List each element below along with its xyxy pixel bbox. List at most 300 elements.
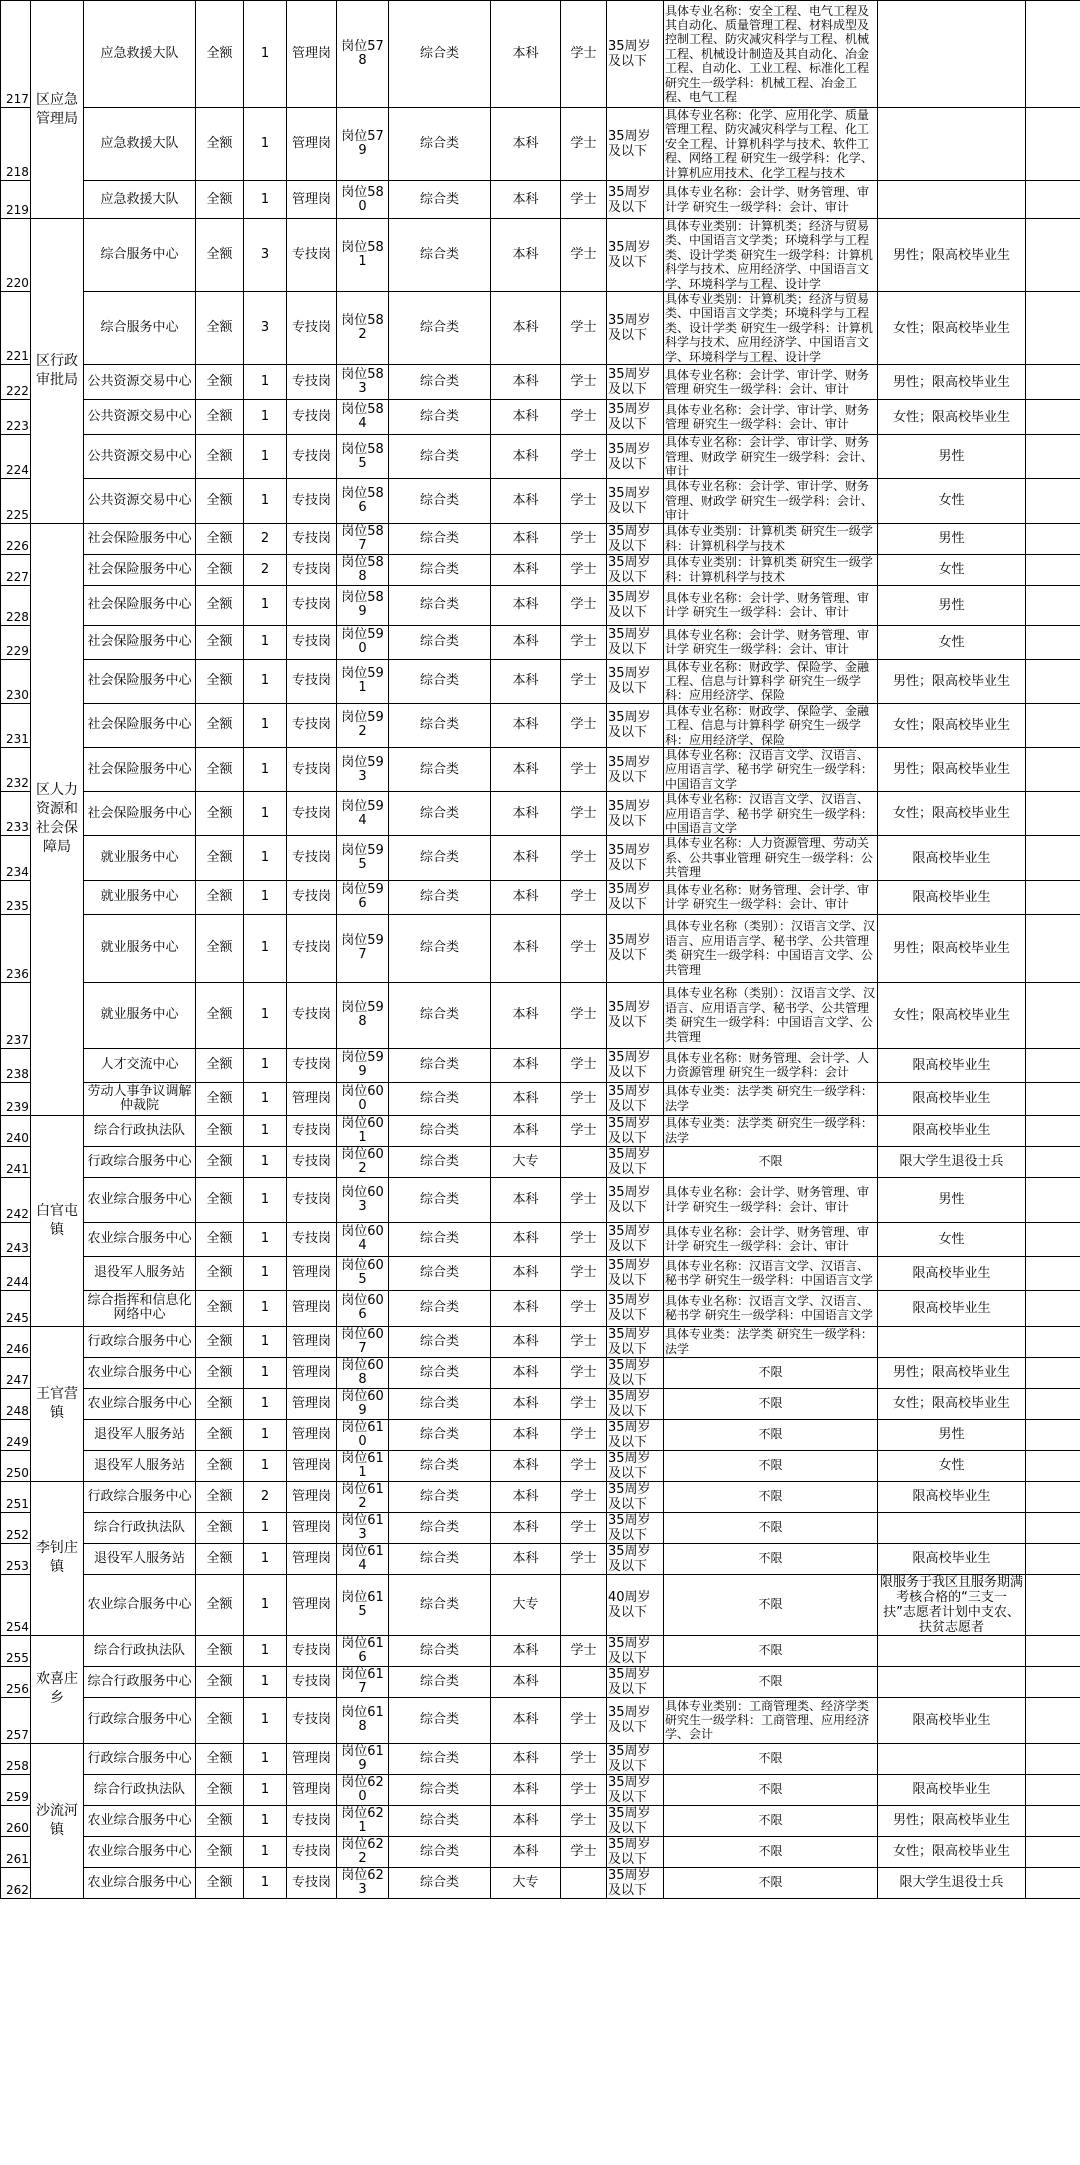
remarks-cell <box>1026 1048 1080 1082</box>
headcount: 1 <box>244 479 287 523</box>
exam-category: 综合类 <box>389 1082 491 1115</box>
funding-type: 全额 <box>196 1146 244 1177</box>
unit-name: 就业服务中心 <box>84 914 196 982</box>
row-index: 248 <box>1 1388 31 1419</box>
degree: 学士 <box>561 400 607 435</box>
table-row <box>1 982 1080 1048</box>
post-type: 管理岗 <box>287 1543 337 1574</box>
row-index: 257 <box>1 1697 31 1743</box>
exam-category: 综合类 <box>389 479 491 523</box>
table-row <box>1 1290 1080 1326</box>
row-index: 244 <box>1 1256 31 1290</box>
department-cell: 王官营镇 <box>31 1326 84 1481</box>
post-type: 专技岗 <box>287 1146 337 1177</box>
other-conditions: 男性；限高校毕业生 <box>878 914 1026 982</box>
age-limit: 35周岁及以下 <box>607 1836 664 1867</box>
post-type: 专技岗 <box>287 435 337 479</box>
unit-name: 应急救援大队 <box>84 181 196 219</box>
remarks-cell <box>1026 982 1080 1048</box>
age-limit: 35周岁及以下 <box>607 400 664 435</box>
other-conditions: 限高校毕业生 <box>878 1774 1026 1805</box>
table-row <box>1 1115 1080 1146</box>
exam-category: 综合类 <box>389 982 491 1048</box>
post-type: 管理岗 <box>287 1 337 108</box>
other-conditions: 限高校毕业生 <box>878 1048 1026 1082</box>
major-requirement: 不限 <box>664 1146 878 1177</box>
major-requirement: 不限 <box>664 1419 878 1450</box>
funding-type: 全额 <box>196 1115 244 1146</box>
row-index: 225 <box>1 479 31 523</box>
row-index: 233 <box>1 792 31 836</box>
headcount: 2 <box>244 523 287 554</box>
education: 本科 <box>491 181 561 219</box>
post-code: 岗位579 <box>337 108 389 181</box>
headcount: 1 <box>244 1357 287 1388</box>
post-type: 管理岗 <box>287 1481 337 1512</box>
row-index: 260 <box>1 1805 31 1836</box>
row-index: 217 <box>1 1 31 108</box>
major-requirement: 不限 <box>664 1388 878 1419</box>
remarks-cell <box>1026 585 1080 625</box>
headcount: 1 <box>244 1388 287 1419</box>
degree: 学士 <box>561 982 607 1048</box>
post-type: 专技岗 <box>287 1867 337 1898</box>
row-index: 241 <box>1 1146 31 1177</box>
education: 本科 <box>491 1836 561 1867</box>
unit-name: 农业综合服务中心 <box>84 1867 196 1898</box>
funding-type: 全额 <box>196 1867 244 1898</box>
table-row <box>1 585 1080 625</box>
age-limit: 35周岁及以下 <box>607 880 664 914</box>
age-limit: 35周岁及以下 <box>607 1666 664 1697</box>
row-index: 223 <box>1 400 31 435</box>
post-code: 岗位601 <box>337 1115 389 1146</box>
row-index: 254 <box>1 1574 31 1635</box>
headcount: 1 <box>244 1256 287 1290</box>
degree: 学士 <box>561 1 607 108</box>
exam-category: 综合类 <box>389 400 491 435</box>
unit-name: 就业服务中心 <box>84 982 196 1048</box>
row-index: 227 <box>1 554 31 585</box>
unit-name: 行政综合服务中心 <box>84 1697 196 1743</box>
funding-type: 全额 <box>196 1743 244 1774</box>
headcount: 2 <box>244 1481 287 1512</box>
exam-category: 综合类 <box>389 1697 491 1743</box>
unit-name: 社会保险服务中心 <box>84 554 196 585</box>
major-requirement: 具体专业类别：计算机类；经济与贸易类、中国语言文学类；环境科学与工程类、设计学类 研究生一级学科：计算机科学与技术、应用经济学、中国语言文学、环境科学与工程、设计学 <box>664 219 878 292</box>
exam-category: 综合类 <box>389 1543 491 1574</box>
degree: 学士 <box>561 1774 607 1805</box>
exam-category: 综合类 <box>389 1574 491 1635</box>
major-requirement: 具体专业名称：财务管理、会计学、人力资源管理 研究生一级学科：会计 <box>664 1048 878 1082</box>
education: 本科 <box>491 659 561 703</box>
funding-type: 全额 <box>196 1290 244 1326</box>
age-limit: 35周岁及以下 <box>607 1774 664 1805</box>
exam-category: 综合类 <box>389 1146 491 1177</box>
other-conditions: 女性 <box>878 1222 1026 1256</box>
row-index: 221 <box>1 292 31 365</box>
post-code: 岗位619 <box>337 1743 389 1774</box>
major-requirement: 不限 <box>664 1450 878 1481</box>
exam-category: 综合类 <box>389 1512 491 1543</box>
table-row <box>1 1177 1080 1222</box>
unit-name: 农业综合服务中心 <box>84 1836 196 1867</box>
headcount: 1 <box>244 836 287 880</box>
unit-name: 社会保险服务中心 <box>84 659 196 703</box>
table-row <box>1 108 1080 181</box>
exam-category: 综合类 <box>389 1450 491 1481</box>
headcount: 1 <box>244 1836 287 1867</box>
headcount: 1 <box>244 108 287 181</box>
other-conditions: 限大学生退役士兵 <box>878 1867 1026 1898</box>
unit-name: 农业综合服务中心 <box>84 1357 196 1388</box>
funding-type: 全额 <box>196 1697 244 1743</box>
post-code: 岗位583 <box>337 365 389 400</box>
education: 本科 <box>491 1326 561 1357</box>
headcount: 1 <box>244 1574 287 1635</box>
exam-category: 综合类 <box>389 585 491 625</box>
post-code: 岗位587 <box>337 523 389 554</box>
funding-type: 全额 <box>196 880 244 914</box>
funding-type: 全额 <box>196 659 244 703</box>
exam-category: 综合类 <box>389 1177 491 1222</box>
funding-type: 全额 <box>196 365 244 400</box>
other-conditions: 男性 <box>878 435 1026 479</box>
degree: 学士 <box>561 625 607 659</box>
post-code: 岗位605 <box>337 1256 389 1290</box>
major-requirement: 具体专业类：法学类 研究生一级学科：法学 <box>664 1115 878 1146</box>
other-conditions: 男性；限高校毕业生 <box>878 365 1026 400</box>
remarks-cell <box>1026 1666 1080 1697</box>
other-conditions: 女性；限高校毕业生 <box>878 982 1026 1048</box>
age-limit: 35周岁及以下 <box>607 747 664 791</box>
major-requirement: 具体专业名称：汉语言文学、汉语言、秘书学 研究生一级学科：中国语言文学 <box>664 1290 878 1326</box>
funding-type: 全额 <box>196 523 244 554</box>
funding-type: 全额 <box>196 1805 244 1836</box>
unit-name: 综合指挥和信息化网络中心 <box>84 1290 196 1326</box>
degree: 学士 <box>561 1326 607 1357</box>
post-code: 岗位610 <box>337 1419 389 1450</box>
exam-category: 综合类 <box>389 1115 491 1146</box>
headcount: 1 <box>244 1082 287 1115</box>
degree: 学士 <box>561 365 607 400</box>
post-code: 岗位592 <box>337 703 389 747</box>
post-code: 岗位621 <box>337 1805 389 1836</box>
other-conditions: 限高校毕业生 <box>878 1697 1026 1743</box>
major-requirement: 具体专业名称：人力资源管理、劳动关系、公共事业管理 研究生一级学科：公共管理 <box>664 836 878 880</box>
table-row <box>1 1543 1080 1574</box>
exam-category: 综合类 <box>389 435 491 479</box>
post-type: 专技岗 <box>287 703 337 747</box>
major-requirement: 具体专业名称：汉语言文学、汉语言、应用语言学、秘书学 研究生一级学科：中国语言文学 <box>664 792 878 836</box>
funding-type: 全额 <box>196 747 244 791</box>
row-index: 255 <box>1 1635 31 1666</box>
education: 本科 <box>491 523 561 554</box>
post-type: 管理岗 <box>287 1419 337 1450</box>
age-limit: 35周岁及以下 <box>607 219 664 292</box>
row-index: 261 <box>1 1836 31 1867</box>
funding-type: 全额 <box>196 400 244 435</box>
row-index: 228 <box>1 585 31 625</box>
remarks-cell <box>1026 1082 1080 1115</box>
age-limit: 35周岁及以下 <box>607 1419 664 1450</box>
unit-name: 行政综合服务中心 <box>84 1481 196 1512</box>
exam-category: 综合类 <box>389 659 491 703</box>
row-index: 238 <box>1 1048 31 1082</box>
row-index: 246 <box>1 1326 31 1357</box>
post-code: 岗位622 <box>337 1836 389 1867</box>
post-type: 管理岗 <box>287 1388 337 1419</box>
unit-name: 公共资源交易中心 <box>84 435 196 479</box>
row-index: 232 <box>1 747 31 791</box>
exam-category: 综合类 <box>389 880 491 914</box>
other-conditions <box>878 1635 1026 1666</box>
post-code: 岗位609 <box>337 1388 389 1419</box>
unit-name: 人才交流中心 <box>84 1048 196 1082</box>
age-limit: 35周岁及以下 <box>607 659 664 703</box>
post-code: 岗位580 <box>337 181 389 219</box>
post-type: 专技岗 <box>287 1177 337 1222</box>
major-requirement: 具体专业名称：财务管理、会计学、审计学 研究生一级学科：会计、审计 <box>664 880 878 914</box>
row-index: 245 <box>1 1290 31 1326</box>
row-index: 229 <box>1 625 31 659</box>
post-code: 岗位613 <box>337 1512 389 1543</box>
remarks-cell <box>1026 554 1080 585</box>
exam-category: 综合类 <box>389 1635 491 1666</box>
exam-category: 综合类 <box>389 1836 491 1867</box>
age-limit: 35周岁及以下 <box>607 1177 664 1222</box>
table-row <box>1 554 1080 585</box>
education: 本科 <box>491 108 561 181</box>
age-limit: 35周岁及以下 <box>607 292 664 365</box>
education: 本科 <box>491 1774 561 1805</box>
remarks-cell <box>1026 1774 1080 1805</box>
post-type: 专技岗 <box>287 1697 337 1743</box>
remarks-cell <box>1026 292 1080 365</box>
post-type: 专技岗 <box>287 292 337 365</box>
major-requirement: 具体专业名称：安全工程、电气工程及其自动化、质量管理工程、材料成型及控制工程、防灾减灾科学与工程、机械工程、机械设计制造及其自动化、冶金工程、自动化、工业工程、标准化工程 研究生一级学科：机械工程、冶金工程、电气工程 <box>664 1 878 108</box>
unit-name: 退役军人服务站 <box>84 1543 196 1574</box>
other-conditions: 限高校毕业生 <box>878 1115 1026 1146</box>
table-row <box>1 703 1080 747</box>
remarks-cell <box>1026 1697 1080 1743</box>
department-cell: 李钊庄镇 <box>31 1481 84 1635</box>
post-code: 岗位616 <box>337 1635 389 1666</box>
degree: 学士 <box>561 1177 607 1222</box>
age-limit: 35周岁及以下 <box>607 914 664 982</box>
education: 本科 <box>491 747 561 791</box>
education: 本科 <box>491 625 561 659</box>
major-requirement: 不限 <box>664 1836 878 1867</box>
post-type: 专技岗 <box>287 400 337 435</box>
row-index: 253 <box>1 1543 31 1574</box>
education: 本科 <box>491 982 561 1048</box>
age-limit: 35周岁及以下 <box>607 365 664 400</box>
department-cell: 沙流河镇 <box>31 1743 84 1898</box>
headcount: 1 <box>244 1177 287 1222</box>
remarks-cell <box>1026 1326 1080 1357</box>
exam-category: 综合类 <box>389 554 491 585</box>
headcount: 1 <box>244 982 287 1048</box>
degree: 学士 <box>561 1543 607 1574</box>
education: 本科 <box>491 914 561 982</box>
education: 本科 <box>491 585 561 625</box>
other-conditions: 限高校毕业生 <box>878 1543 1026 1574</box>
post-code: 岗位620 <box>337 1774 389 1805</box>
degree: 学士 <box>561 108 607 181</box>
unit-name: 社会保险服务中心 <box>84 523 196 554</box>
education: 大专 <box>491 1867 561 1898</box>
age-limit: 35周岁及以下 <box>607 1635 664 1666</box>
age-limit: 35周岁及以下 <box>607 435 664 479</box>
table-row <box>1 880 1080 914</box>
major-requirement: 具体专业名称：会计学、财务管理、审计学 研究生一级学科：会计、审计 <box>664 181 878 219</box>
table-row <box>1 523 1080 554</box>
unit-name: 退役军人服务站 <box>84 1450 196 1481</box>
age-limit: 35周岁及以下 <box>607 1543 664 1574</box>
table-row <box>1 1805 1080 1836</box>
post-type: 管理岗 <box>287 181 337 219</box>
age-limit: 35周岁及以下 <box>607 792 664 836</box>
post-code: 岗位582 <box>337 292 389 365</box>
unit-name: 综合行政服务中心 <box>84 1666 196 1697</box>
post-type: 专技岗 <box>287 836 337 880</box>
education: 本科 <box>491 1450 561 1481</box>
row-index: 251 <box>1 1481 31 1512</box>
remarks-cell <box>1026 1635 1080 1666</box>
exam-category: 综合类 <box>389 1805 491 1836</box>
table-row <box>1 479 1080 523</box>
other-conditions: 限高校毕业生 <box>878 1481 1026 1512</box>
funding-type: 全额 <box>196 479 244 523</box>
funding-type: 全额 <box>196 1543 244 1574</box>
other-conditions: 限大学生退役士兵 <box>878 1146 1026 1177</box>
funding-type: 全额 <box>196 1 244 108</box>
department-cell: 区应急管理局 <box>31 1 84 219</box>
post-code: 岗位607 <box>337 1326 389 1357</box>
degree: 学士 <box>561 1743 607 1774</box>
major-requirement: 不限 <box>664 1743 878 1774</box>
post-code: 岗位594 <box>337 792 389 836</box>
age-limit: 35周岁及以下 <box>607 523 664 554</box>
major-requirement: 具体专业类：法学类 研究生一级学科：法学 <box>664 1326 878 1357</box>
education: 本科 <box>491 1419 561 1450</box>
post-code: 岗位611 <box>337 1450 389 1481</box>
remarks-cell <box>1026 1115 1080 1146</box>
table-row <box>1 836 1080 880</box>
remarks-cell <box>1026 836 1080 880</box>
funding-type: 全额 <box>196 1774 244 1805</box>
other-conditions <box>878 1512 1026 1543</box>
age-limit: 35周岁及以下 <box>607 1481 664 1512</box>
exam-category: 综合类 <box>389 1357 491 1388</box>
degree <box>561 1867 607 1898</box>
degree: 学士 <box>561 1450 607 1481</box>
headcount: 1 <box>244 659 287 703</box>
education: 本科 <box>491 792 561 836</box>
post-type: 专技岗 <box>287 914 337 982</box>
post-code: 岗位606 <box>337 1290 389 1326</box>
degree: 学士 <box>561 1419 607 1450</box>
other-conditions: 限服务于我区且服务期满考核合格的“三支一扶”志愿者计划中支农、扶贫志愿者 <box>878 1574 1026 1635</box>
post-type: 专技岗 <box>287 1805 337 1836</box>
major-requirement: 不限 <box>664 1357 878 1388</box>
funding-type: 全额 <box>196 1481 244 1512</box>
post-type: 管理岗 <box>287 1774 337 1805</box>
unit-name: 退役军人服务站 <box>84 1419 196 1450</box>
remarks-cell <box>1026 1 1080 108</box>
funding-type: 全额 <box>196 1635 244 1666</box>
post-type: 专技岗 <box>287 479 337 523</box>
education: 本科 <box>491 1256 561 1290</box>
other-conditions: 男性；限高校毕业生 <box>878 1805 1026 1836</box>
degree: 学士 <box>561 659 607 703</box>
unit-name: 应急救援大队 <box>84 1 196 108</box>
post-code: 岗位598 <box>337 982 389 1048</box>
education: 本科 <box>491 1481 561 1512</box>
post-type: 专技岗 <box>287 982 337 1048</box>
degree: 学士 <box>561 1836 607 1867</box>
other-conditions: 男性 <box>878 585 1026 625</box>
remarks-cell <box>1026 747 1080 791</box>
other-conditions: 女性；限高校毕业生 <box>878 792 1026 836</box>
remarks-cell <box>1026 365 1080 400</box>
funding-type: 全额 <box>196 585 244 625</box>
row-index: 234 <box>1 836 31 880</box>
age-limit: 35周岁及以下 <box>607 1048 664 1082</box>
remarks-cell <box>1026 1743 1080 1774</box>
department-cell: 区人力资源和社会保障局 <box>31 523 84 1115</box>
table-row <box>1 1450 1080 1481</box>
unit-name: 综合行政执法队 <box>84 1635 196 1666</box>
row-index: 247 <box>1 1357 31 1388</box>
education: 本科 <box>491 1115 561 1146</box>
remarks-cell <box>1026 479 1080 523</box>
post-code: 岗位578 <box>337 1 389 108</box>
age-limit: 35周岁及以下 <box>607 703 664 747</box>
education: 本科 <box>491 219 561 292</box>
unit-name: 公共资源交易中心 <box>84 479 196 523</box>
headcount: 1 <box>244 1867 287 1898</box>
headcount: 1 <box>244 1146 287 1177</box>
table-row <box>1 1774 1080 1805</box>
headcount: 1 <box>244 914 287 982</box>
age-limit: 35周岁及以下 <box>607 479 664 523</box>
unit-name: 综合行政执法队 <box>84 1512 196 1543</box>
table-row <box>1 1574 1080 1635</box>
headcount: 3 <box>244 219 287 292</box>
post-type: 专技岗 <box>287 625 337 659</box>
funding-type: 全额 <box>196 1326 244 1357</box>
remarks-cell <box>1026 1574 1080 1635</box>
age-limit: 35周岁及以下 <box>607 1082 664 1115</box>
post-type: 专技岗 <box>287 1222 337 1256</box>
funding-type: 全额 <box>196 1048 244 1082</box>
exam-category: 综合类 <box>389 1666 491 1697</box>
table-row <box>1 1666 1080 1697</box>
major-requirement: 具体专业名称：会计学、财务管理、审计学 研究生一级学科：会计、审计 <box>664 1177 878 1222</box>
exam-category: 综合类 <box>389 914 491 982</box>
post-type: 专技岗 <box>287 880 337 914</box>
table-row <box>1 1256 1080 1290</box>
other-conditions <box>878 1326 1026 1357</box>
headcount: 1 <box>244 400 287 435</box>
degree: 学士 <box>561 219 607 292</box>
exam-category: 综合类 <box>389 1290 491 1326</box>
age-limit: 35周岁及以下 <box>607 1743 664 1774</box>
age-limit: 40周岁及以下 <box>607 1574 664 1635</box>
other-conditions: 女性；限高校毕业生 <box>878 1836 1026 1867</box>
